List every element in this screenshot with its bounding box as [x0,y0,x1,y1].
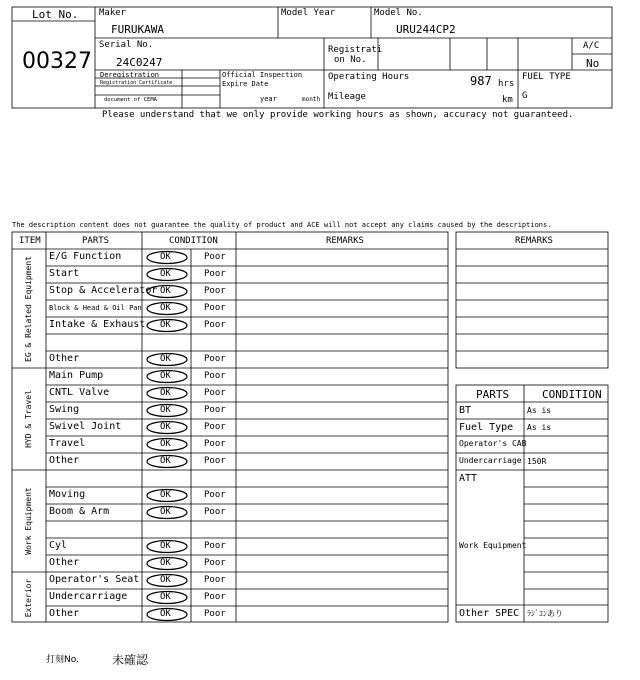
ok-option[interactable]: OK [160,388,171,398]
ok-option[interactable]: OK [160,354,171,364]
part-name: Cyl [49,540,68,551]
pc-condition-value: 150R [527,457,547,466]
parts-condition-parts-header: PARTS [476,388,510,401]
ac-label: A/C [583,41,600,51]
poor-option[interactable]: Poor [204,439,226,449]
document-cema-label: document of CEMA [104,97,157,103]
poor-option[interactable]: Poor [204,558,226,568]
pc-part-name: Other SPEC [459,608,520,619]
ok-option[interactable]: OK [160,269,171,279]
part-name: Block & Head & Oil Pan [49,304,142,312]
model-no-label: Model No. [374,8,423,18]
deregistration-label: Deregistration [100,71,160,79]
operating-hours-label: Operating Hours [328,72,410,82]
part-name: E/G Function [49,251,122,262]
maker-value: FURUKAWA [111,23,164,36]
poor-option[interactable]: Poor [204,507,226,517]
ok-option[interactable]: OK [160,439,171,449]
expire-date-label: Expire Date [222,80,269,88]
disclaimer: The description content does not guarantee the quality of product and ACE will not accept any claims caused by the descriptions. [12,221,552,229]
item-group-label: EG & Related Equipment [24,255,33,362]
official-inspection-label: Official Inspection [222,71,303,79]
part-name: Main Pump [49,370,104,381]
poor-option[interactable]: Poor [204,405,226,415]
model-year-label: Model Year [281,8,336,18]
poor-option[interactable]: Poor [204,456,226,466]
poor-option[interactable]: Poor [204,286,226,296]
poor-option[interactable]: Poor [204,388,226,398]
part-name: Other [49,455,80,466]
stamp-label: 打刻No. [46,655,79,665]
part-name: CNTL Valve [49,387,110,398]
registration-label-1: Registrati [328,45,383,55]
working-hours-note: Please understand that we only provide working hours as shown, accuracy not guaranteed. [102,110,574,120]
month-label: month [302,96,321,103]
fuel-type-value: G [522,91,528,101]
item-group-label: HYD & Travel [24,390,33,448]
item-group-label: Work Equipment [24,487,33,555]
condition-header: CONDITION [169,236,218,246]
ok-option[interactable]: OK [160,371,171,381]
part-name: Swivel Joint [49,421,122,432]
remarks-right-header: REMARKS [515,236,553,246]
operating-hours-value: 987 [470,74,492,88]
pc-condition-value: As is [527,406,552,415]
lot-label: Lot No. [32,8,79,21]
pc-part-name: BT [459,405,472,416]
poor-option[interactable]: Poor [204,303,226,313]
part-name: Operator's Seat [49,574,140,585]
maker-label: Maker [99,8,127,18]
hrs-label: hrs [498,79,515,89]
poor-option[interactable]: Poor [204,422,226,432]
registration-label-2: on No. [334,55,367,65]
ok-option[interactable]: OK [160,490,171,500]
mileage-label: Mileage [328,92,366,102]
poor-option[interactable]: Poor [204,592,226,602]
lot-number: 00327 [22,49,92,74]
ok-option[interactable]: OK [160,320,171,330]
pc-part-name: Undercarriage [459,456,522,465]
part-name: Other [49,557,80,568]
ok-option[interactable]: OK [160,303,171,313]
part-name: Other [49,353,80,364]
part-name: Other [49,608,80,619]
stamp-value: 未確認 [112,653,149,667]
poor-option[interactable]: Poor [204,269,226,279]
poor-option[interactable]: Poor [204,371,226,381]
part-name: Start [49,268,80,279]
pc-condition-value: ﾗｼﾞｺﾝあり [527,609,563,618]
pc-part-name: Operator's CAB [459,439,527,448]
part-name: Swing [49,404,80,415]
part-name: Travel [49,438,86,449]
ok-option[interactable]: OK [160,456,171,466]
ok-option[interactable]: OK [160,592,171,602]
ok-option[interactable]: OK [160,507,171,517]
parts-header: PARTS [82,236,110,246]
poor-option[interactable]: Poor [204,575,226,585]
km-label: km [502,95,513,105]
ok-option[interactable]: OK [160,422,171,432]
part-name: Undercarriage [49,591,128,602]
part-name: Moving [49,489,86,500]
pc-condition-value: As is [527,423,552,432]
ok-option[interactable]: OK [160,541,171,551]
ac-value: No [586,57,600,70]
fuel-type-label: FUEL TYPE [522,72,571,82]
ok-option[interactable]: OK [160,286,171,296]
parts-condition-condition-header: CONDITION [542,388,602,401]
year-label: year [260,95,277,103]
poor-option[interactable]: Poor [204,252,226,262]
poor-option[interactable]: Poor [204,609,226,619]
remarks-header: REMARKS [326,236,364,246]
part-name: Intake & Exhaust [49,319,146,330]
ok-option[interactable]: OK [160,252,171,262]
item-group-label: Exterior [24,578,33,617]
part-name: Boom & Arm [49,506,110,517]
ok-option[interactable]: OK [160,558,171,568]
pc-part-name: Work Equipment [459,541,527,550]
poor-option[interactable]: Poor [204,541,226,551]
poor-option[interactable]: Poor [204,320,226,330]
ok-option[interactable]: OK [160,405,171,415]
serial-value: 24C0247 [116,56,163,69]
pc-part-name: ATT [459,473,478,484]
ok-option[interactable]: OK [160,575,171,585]
ok-option[interactable]: OK [160,609,171,619]
registration-certificate-label: Registration Certificate [100,80,173,86]
poor-option[interactable]: Poor [204,354,226,364]
part-name: Stop & Accelerator [49,285,158,296]
pc-part-name: Fuel Type [459,422,514,433]
serial-label: Serial No. [99,40,154,50]
model-no-value: URU244CP2 [396,23,456,36]
poor-option[interactable]: Poor [204,490,226,500]
item-header: ITEM [19,236,41,246]
